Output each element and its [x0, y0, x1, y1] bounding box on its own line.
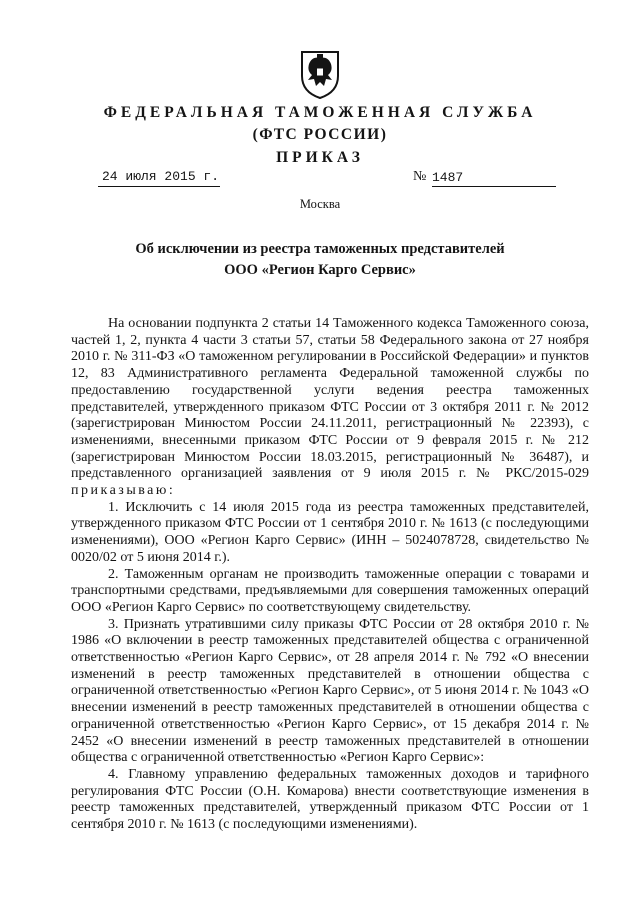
coat-of-arms-emblem [298, 46, 342, 100]
number-field [432, 169, 556, 187]
preamble-paragraph [71, 316, 589, 500]
item-3-paragraph: 3. Признать утратившими силу приказы ФТС России от 28 октября 2010 г. № 1986 «О включении в реестр таможенных представителей общества с ограниченной ответственностью «Регион Карго Сервис», от 28 апреля 2014 г. № 792 «О внесении изменений в реестр таможенных представителей в отношении общества с ограниченной ответственностью «Регион Карго Сервис», от 5 июня 2014 г. № 1043 «О внесении изменений в реестр таможенных представителей в отношении общества с ограниченной ответственностью «Регион Карго Сервис», от 15 декабря 2014 г. № 2452 «О внесении изменений в реестр таможенных представителей в отношении общества с ограниченной ответственностью «Регион Карго Сервис»: [71, 616, 589, 766]
document-date: 24 июля 2015 г. [102, 169, 220, 184]
preamble-text: На основании подпункта 2 статьи 14 Таможенного кодекса Таможенного союза, частей 1, 2, пункта 4 части 3 статьи 57, статьи 58 Федерального закона от 27 ноября 2010 г. № 311-ФЗ «О таможенном регулировании в Российской Федерации» и пунктов 12, 83 Административного регламента Федеральной таможенной службы по предоставлению государственной услуги ведения реестра таможенных представителей, утвержденного приказом ФТС России от 3 октября 2011 г. № 2012 (зарегистрирован Минюстом России 24.11.2011, регистрационный № 22393), с изменениями, внесенными приказом ФТС России от 9 февраля 2015 г. № 212 (зарегистрирован Минюстом России 18.03.2015, регистрационный № 36487), и представленного организацией заявления от 9 июля 2015 г. № РКС/2015-029 [71, 316, 589, 482]
org-short-name: (ФТС РОССИИ) [252, 126, 388, 143]
document-title-line1: Об исключении из реестра таможенных представителей [135, 241, 505, 257]
item-1-paragraph: 1. Исключить с 14 июля 2015 года из реестра таможенных представителей, утвержденного приказом ФТС России от 1 сентября 2010 г. № 1613 (с последующими изменениями), ООО «Регион Карго Сервис» (ИНН – 5024078728, свидетельство № 0020/02 от 5 июня 2014 г.). [71, 499, 589, 565]
date-field [98, 169, 220, 187]
number-label: № [413, 169, 427, 184]
city: Москва [299, 197, 341, 211]
order-word: приказываю: [71, 483, 176, 499]
document-body [71, 316, 589, 834]
item-2-paragraph: 2. Таможенным органам не производить таможенные операции с товарами и транспортными средствами, предъявляемыми для совершения таможенных операций ООО «Регион Карго Сервис» по соответствующему свидетельству. [71, 566, 589, 615]
item-4-paragraph: 4. Главному управлению федеральных таможенных доходов и тарифного регулирования ФТС России (О.Н. Комарова) внести соответствующие изменения в реестр таможенных представителей, утвержденный приказом ФТС России от 1 сентября 2010 г. № 1613 (с последующими изменениями). [71, 766, 589, 833]
org-name: ФЕДЕРАЛЬНАЯ ТАМОЖЕННАЯ СЛУЖБА [103, 104, 537, 121]
document-title-line2: ООО «Регион Карго Сервис» [224, 262, 416, 278]
document-number: 1487 [432, 170, 464, 185]
document-type: ПРИКАЗ [276, 149, 364, 166]
